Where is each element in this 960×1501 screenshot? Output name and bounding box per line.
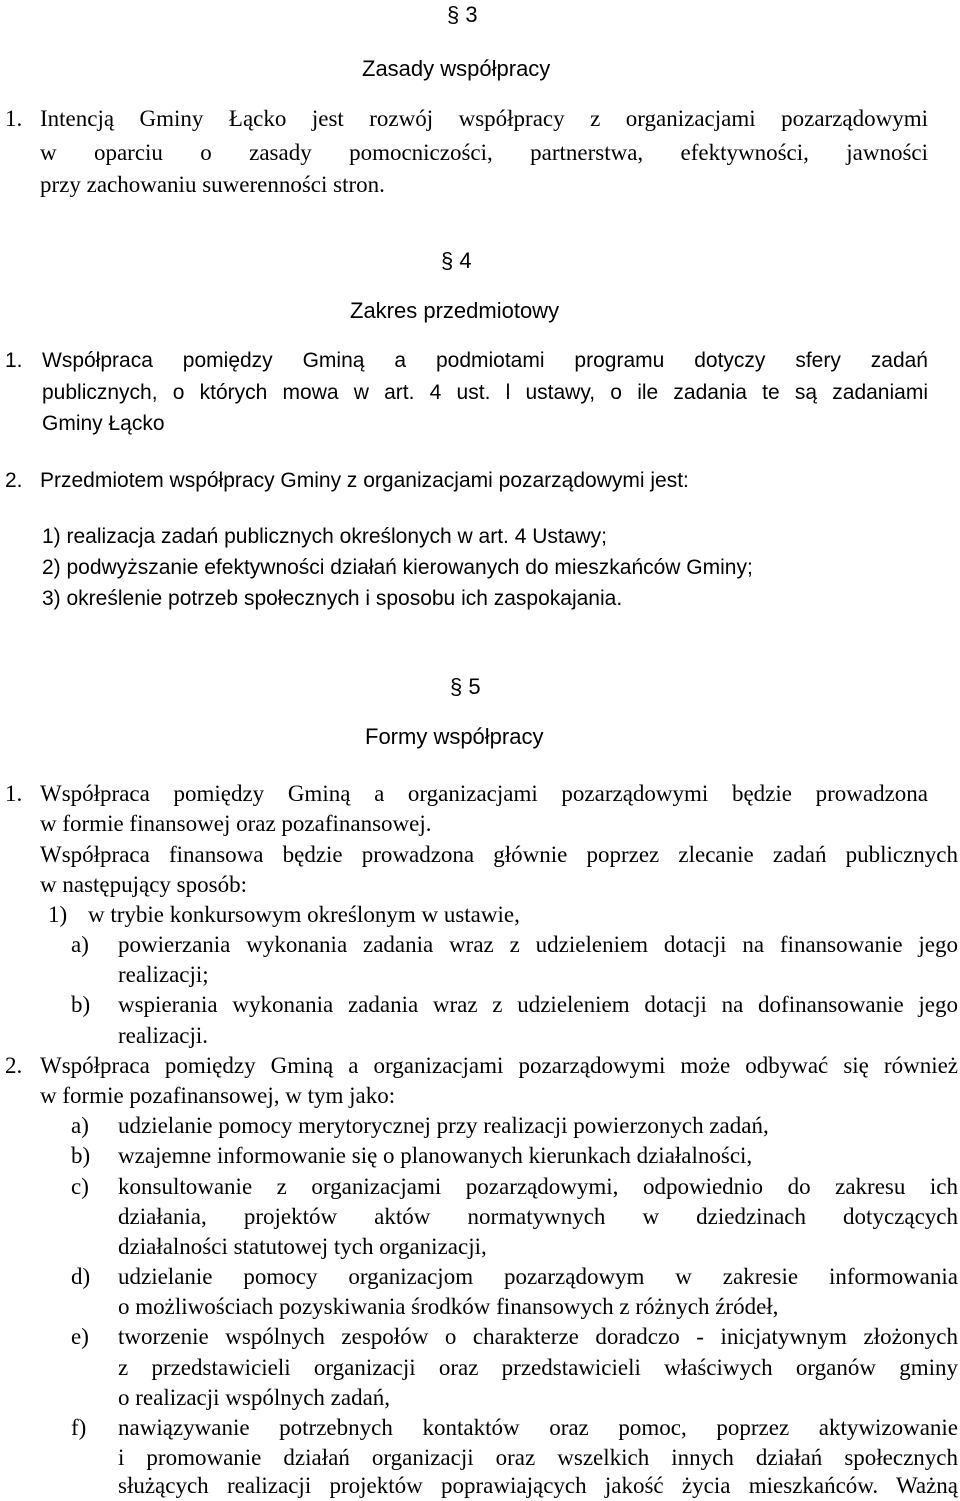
section-5-item-2-line-2: w formie pozafinansowej, w tym jako: [40, 1083, 396, 1108]
section-5-item-1-number: 1. [5, 781, 23, 806]
section-4-item-1-number: 1. [5, 349, 23, 372]
section-3-title: Zasady współpracy [362, 56, 551, 81]
section-5-c-line-2: działania, projektów aktów normatywnych w dziedzinach dotyczących [118, 1204, 958, 1229]
section-5-e-line-2: z przedstawicieli organizacji oraz przedstawicieli właściwych organów gminy [118, 1355, 958, 1380]
section-4-item-1-line-3: Gminy Łącko [42, 412, 165, 435]
section-5-e-line-3: o realizacji wspólnych zadań, [118, 1385, 391, 1410]
section-4-item-2-line-1: Przedmiotem współpracy Gminy z organizacjami pozarządowymi jest: [40, 469, 689, 492]
section-5-e-line-1: tworzenie wspólnych zespołów o charakterze doradczo - inicjatywnym złożonych [118, 1324, 958, 1349]
section-3-item-1-line-2-text: w oparciu o zasady pomocniczości, partnerstwa, efektywności, jawności [40, 140, 928, 165]
section-5-item-1-line-1: Współpraca pomiędzy Gminą a organizacjami pozarządowymi będzie prowadzona [40, 781, 928, 806]
section-4-item-1-line-1: Współpraca pomiędzy Gminą a podmiotami programu dotyczy sfery zadań [42, 349, 928, 372]
section-4-subitem-2: 2) podwyższanie efektywności działań kierowanych do mieszkańców Gminy; [42, 556, 753, 579]
section-5-d-line-1: udzielanie pomocy organizacjom pozarządowym w zakresie informowania [118, 1264, 958, 1289]
section-5-point-1-a-line-2: realizacji; [118, 962, 209, 987]
section-5-letter-f: f) [71, 1415, 87, 1440]
section-5-f-line-3: służących realizacji projektów poprawiających jakość życia mieszkańców. Ważną [118, 1473, 958, 1498]
section-5-item-1-line-4: w następujący sposób: [40, 872, 247, 897]
section-5-c-line-1: konsultowanie z organizacjami pozarządowymi, odpowiednio do zakresu ich [118, 1174, 958, 1199]
section-5-title: Formy współpracy [365, 724, 544, 749]
section-5-letter-d: d) [71, 1264, 91, 1289]
section-5-item-1-line-2: w formie finansowej oraz pozafinansowej. [40, 811, 432, 836]
section-5-item-1-line-3: Współpraca finansowa będzie prowadzona głównie poprzez zlecanie zadań publicznych [40, 842, 958, 867]
section-5-letter-a: a) [71, 1113, 89, 1138]
section-5-letter-e: e) [71, 1324, 89, 1349]
section-5-mark: § 5 [450, 674, 481, 699]
section-3-item-1-line-2 [40, 138, 928, 168]
section-4-item-1-line-2: publicznych, o których mowa w art. 4 ust. l ustawy, o ile zadania te są zadaniami [42, 381, 928, 404]
section-5-point-1-text: w trybie konkursowym określonym w ustawie, [88, 902, 520, 927]
section-5-point-1-b-line-1: wspierania wykonania zadania wraz z udzieleniem dotacji na dofinansowanie jego [118, 992, 958, 1017]
section-5-point-1-letter-b: b) [71, 992, 91, 1017]
section-5-point-1-letter-a: a) [71, 932, 89, 957]
section-5-point-1-b-line-2: realizacji. [118, 1023, 209, 1048]
section-5-point-1-a-line-1: powierzania wykonania zadania wraz z udzieleniem dotacji na finansowanie jego [118, 932, 958, 957]
section-5-c-line-3: działalności statutowej tych organizacji, [118, 1234, 487, 1259]
section-4-title: Zakres przedmiotowy [350, 298, 560, 323]
section-3-item-1-number: 1. [5, 106, 23, 131]
section-5-d-line-2: o możliwościach pozyskiwania środków finansowych z różnych źródeł, [118, 1294, 779, 1319]
section-5-f-line-1: nawiązywanie potrzebnych kontaktów oraz pomoc, poprzez aktywizowanie [118, 1415, 958, 1440]
section-3-item-1-line-3: przy zachowaniu suwerenności stron. [40, 172, 385, 197]
section-4-subitem-1: 1) realizacja zadań publicznych określonych w art. 4 Ustawy; [42, 525, 607, 548]
section-5-f-line-2: i promowanie działań organizacji oraz wszelkich innych działań społecznych [118, 1445, 958, 1470]
section-4-mark: § 4 [441, 248, 472, 273]
section-5-letter-b: b) [71, 1143, 91, 1168]
section-5-a-line-1: udzielanie pomocy merytorycznej przy realizacji powierzonych zadań, [118, 1113, 769, 1138]
section-3-mark: § 3 [447, 2, 478, 27]
section-3-item-1-line-1-text: Intencją Gminy Łącko jest rozwój współpracy z organizacjami pozarządowymi [40, 106, 928, 131]
section-5-point-1-number: 1) [48, 902, 68, 927]
section-5-item-2-line-1: Współpraca pomiędzy Gminą a organizacjami pozarządowymi może odbywać się również [40, 1053, 958, 1078]
section-4-item-2-number: 2. [5, 469, 23, 492]
section-5-item-2-number: 2. [5, 1053, 23, 1078]
section-4-subitem-3: 3) określenie potrzeb społecznych i sposobu ich zaspokajania. [42, 587, 623, 610]
section-5-b-line-1: wzajemne informowanie się o planowanych kierunkach działalności, [118, 1143, 753, 1168]
section-5-letter-c: c) [71, 1174, 89, 1199]
section-3-item-1-line-1 [40, 104, 928, 134]
